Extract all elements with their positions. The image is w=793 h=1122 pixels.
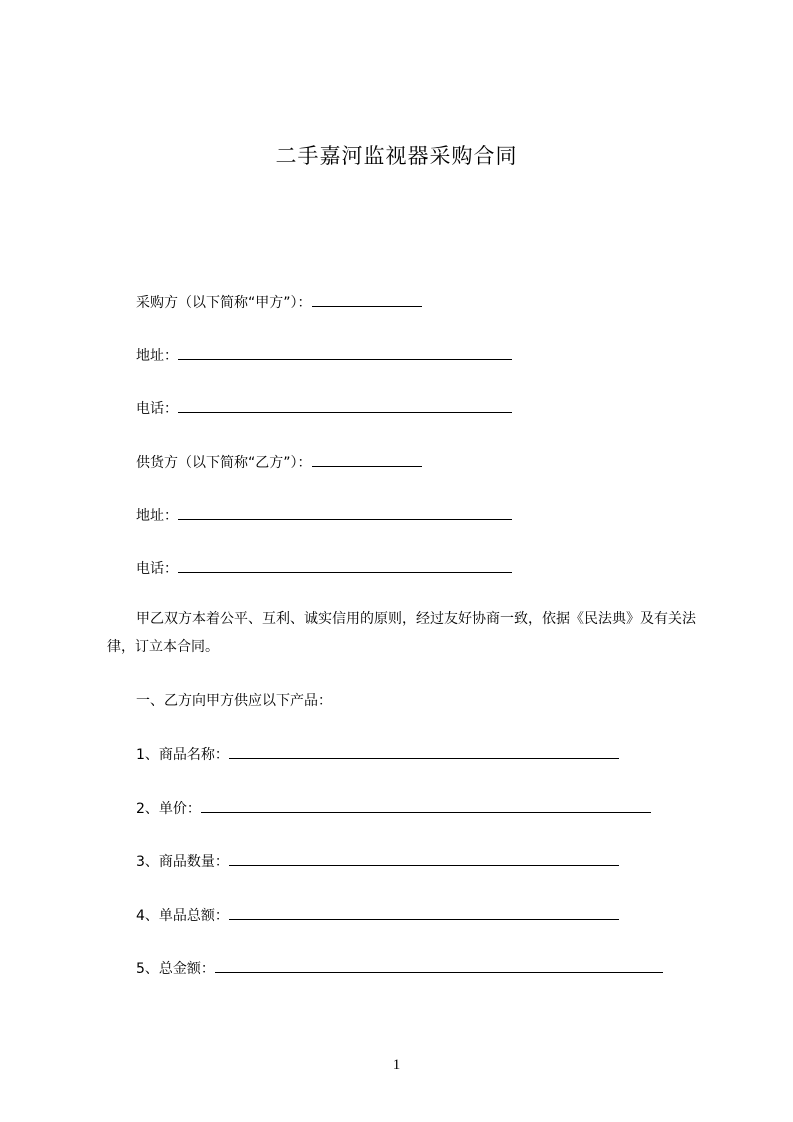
quantity-blank[interactable] (229, 851, 619, 866)
party-a-line (136, 292, 422, 313)
party-b-label: 供货方（以下简称“乙方”）： (136, 455, 312, 471)
party-a-phone-blank[interactable] (178, 398, 512, 413)
party-b-blank[interactable] (312, 452, 422, 467)
item-label: 5、总金额： (136, 961, 215, 977)
party-a-address-blank[interactable] (178, 345, 512, 360)
party-b-address-label: 地址： (136, 508, 178, 524)
party-b-address-blank[interactable] (178, 505, 512, 520)
item-label: 2、单价： (136, 801, 201, 817)
preamble-paragraph: 甲乙双方本着公平、互利、诚实信用的原则，经过友好协商一致，依据《民法典》及有关法律，订立本合同。 (107, 611, 696, 655)
item-line-product-name (136, 744, 619, 765)
item-label: 3、商品数量： (136, 854, 229, 870)
item-line-quantity (136, 851, 619, 872)
unit-price-blank[interactable] (201, 798, 651, 813)
party-a-address-line (136, 345, 512, 366)
document-title: 二手嘉河监视器采购合同 (275, 144, 518, 168)
item-line-unit-price (136, 798, 651, 819)
party-a-phone-line (136, 398, 512, 419)
item-line-item-total (136, 905, 619, 926)
product-name-blank[interactable] (229, 744, 619, 759)
item-line-grand-total (136, 958, 663, 979)
party-a-blank[interactable] (312, 292, 422, 307)
party-b-phone-line (136, 558, 512, 579)
party-b-line (136, 452, 422, 473)
party-b-phone-label: 电话： (136, 561, 178, 577)
party-b-address-line (136, 505, 512, 526)
item-label: 1、商品名称： (136, 747, 229, 763)
item-total-blank[interactable] (229, 905, 619, 920)
party-a-label: 采购方（以下简称“甲方”）： (136, 295, 312, 311)
party-a-phone-label: 电话： (136, 401, 178, 417)
item-label: 4、单品总额： (136, 908, 229, 924)
page-number: 1 (392, 1057, 401, 1073)
grand-total-blank[interactable] (215, 958, 663, 973)
party-b-phone-blank[interactable] (178, 558, 512, 573)
party-a-address-label: 地址： (136, 348, 178, 364)
section-1-heading: 一、乙方向甲方供应以下产品： (136, 693, 332, 709)
